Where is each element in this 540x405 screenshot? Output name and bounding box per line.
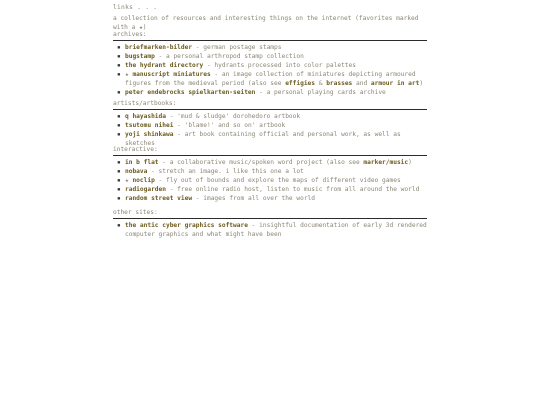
resource-link[interactable]: the hydrant directory [125,62,204,69]
section-divider [113,40,427,41]
favorite-star-icon: ★ [125,177,133,184]
section-archives [113,31,427,97]
resource-description: - a personal playing cards archive [255,89,386,96]
resource-description: - a collaborative music/spoken word project (also see [158,159,364,166]
resource-description: - 'mud & sludge' dorohedoro artbook [165,113,301,120]
link-list [113,43,427,97]
bullet-icon: ▪ [117,131,121,138]
list-item [113,88,427,97]
bullet-icon: ▪ [117,44,121,51]
resource-description: - an image collection of miniatures depicting armoured figures from the medieval period (also see [125,71,416,87]
resource-description: - fly out of bounds and explore the maps of different video games [154,177,401,184]
section-artists-artbooks [113,100,427,148]
bullet-icon: ▪ [117,113,121,120]
section-other-sites [113,209,427,239]
related-link[interactable]: marker/music [363,159,409,166]
description-text: ) [408,159,412,166]
section-heading: interactive: [113,146,158,153]
bullet-icon: ▪ [117,89,121,96]
bullet-icon: ▪ [117,159,121,166]
resource-link[interactable]: briefmarken-bilder [125,44,193,51]
section-divider [113,109,427,110]
favorite-star-icon: ★ [125,71,133,78]
list-item [113,221,427,239]
resource-description: - a personal arthropod stamp collection [154,53,304,60]
list-item [113,167,427,176]
bullet-icon: ▪ [117,222,121,229]
resource-link[interactable]: nobava [125,168,148,175]
section-divider [113,218,427,219]
list-item [113,185,427,194]
resource-link[interactable]: tsutomu nihei [125,122,174,129]
bullet-icon: ▪ [117,195,121,202]
resource-link[interactable]: in b flat [125,159,159,166]
resource-link[interactable]: random street view [125,195,193,202]
bullet-icon: ▪ [117,186,121,193]
link-list [113,158,427,203]
resource-link[interactable]: bugstamp [125,53,155,60]
resource-description: - insightful documentation of early 3d rendered computer graphics and what might have been [125,222,427,238]
resource-link[interactable]: q hayashida [125,113,166,120]
section-heading: archives: [113,31,147,38]
related-link[interactable]: brasses [326,80,353,87]
list-item [113,158,427,167]
bullet-icon: ▪ [117,62,121,69]
list-item [113,43,427,52]
resource-description: - 'blame!' and so on' artbook [173,122,286,129]
bullet-icon: ▪ [117,53,121,60]
resource-description: - free online radio host, listen to music from all around the world [165,186,420,193]
list-item [113,194,427,203]
resource-description: - images from all over the world [192,195,315,202]
related-link[interactable]: effigies [285,80,315,87]
bullet-icon: ▪ [117,177,121,184]
link-list [113,112,427,148]
section-divider [113,155,427,156]
resource-link[interactable]: manuscript miniatures [132,71,211,78]
related-link[interactable]: armour in art [370,80,420,87]
resource-link[interactable]: the antic cyber graphics software [125,222,248,229]
page-title: links . . . [113,4,158,11]
list-item [113,70,427,88]
description-text: ) [419,80,424,87]
resource-link[interactable]: peter endebrocks spielkarten-seiten [125,89,256,96]
resource-description: - art book containing official and personal work, as well as sketches [125,131,401,147]
resource-description: - german postage stamps [192,44,282,51]
list-item [113,112,427,121]
description-text: & [315,80,327,87]
bullet-icon: ▪ [117,168,121,175]
resource-link[interactable]: noclip [132,177,155,184]
page-subtitle: a collection of resources and interesting things on the internet (favorites marked with a ★) [113,15,419,31]
list-item [113,121,427,130]
list-item [113,61,427,70]
list-item [113,52,427,61]
resource-link[interactable]: yoji shinkawa [125,131,174,138]
description-text: and [352,80,371,87]
bullet-icon: ▪ [117,122,121,129]
list-item [113,176,427,185]
link-list [113,221,427,239]
section-heading: artists/artbooks: [113,100,177,107]
section-heading: other sites: [113,209,158,216]
resource-link[interactable]: radiogarden [125,186,166,193]
resource-description: - hydrants processed into color palettes [203,62,356,69]
section-interactive [113,146,427,203]
bullet-icon: ▪ [117,71,121,78]
resource-description: - stretch an image. i like this one a lot [147,168,304,175]
